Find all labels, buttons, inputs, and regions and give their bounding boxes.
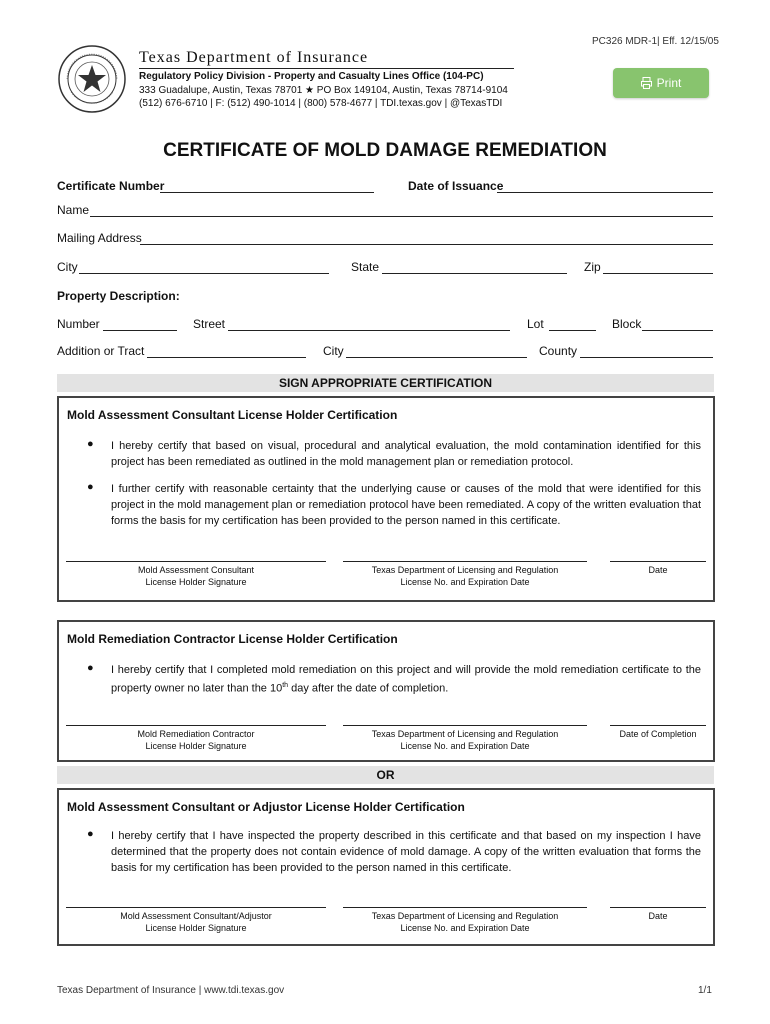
certification-text: I hereby certify that I have inspected the property described in this certificate and that based on my inspection I have determined that the property does not contain evidence of mold damage. A copy of the written evaluation that forms the basis for my certification has been provided to the person named in this certificate. xyxy=(111,830,701,874)
agency-divider xyxy=(139,68,514,69)
lot-field[interactable] xyxy=(549,330,596,331)
signature-line[interactable] xyxy=(66,907,326,908)
sign-certification-header: SIGN APPROPRIATE CERTIFICATION xyxy=(57,374,714,392)
signature-caption: Mold Assessment Consultant/Adjustor License Holder Signature xyxy=(120,911,272,933)
agency-division: Regulatory Policy Division - Property and Casualty Lines Office (104-PC) xyxy=(139,71,484,82)
certificate-number-field[interactable] xyxy=(160,192,374,193)
city2-label: City xyxy=(323,344,344,358)
name-label: Name xyxy=(57,203,90,217)
date-caption: Date of Completion xyxy=(619,729,697,739)
block-field[interactable] xyxy=(642,330,713,331)
street-field[interactable] xyxy=(228,330,510,331)
signature-caption: Mold Remediation Contractor License Holder Signature xyxy=(137,729,255,751)
printer-icon xyxy=(641,77,652,89)
agency-contact: (512) 676-6710 | F: (512) 490-1014 | (800) 578-4677 | TDI.texas.gov | @TexasTDI xyxy=(139,98,503,109)
section-title: Mold Remediation Contractor License Holder Certification xyxy=(67,632,398,646)
date-line[interactable] xyxy=(610,725,706,726)
block-label: Block xyxy=(612,317,642,331)
certification-box-remediation-contractor xyxy=(57,620,715,762)
bullet-icon: ● xyxy=(87,438,94,450)
date-caption: Date xyxy=(648,911,668,921)
mailing-address-label: Mailing Address xyxy=(57,231,142,245)
signature-line[interactable] xyxy=(66,561,326,562)
license-line[interactable] xyxy=(343,561,587,562)
county-field[interactable] xyxy=(580,357,713,358)
mailing-address-field[interactable] xyxy=(140,244,713,245)
license-caption: Texas Department of Licensing and Regulation License No. and Expiration Date xyxy=(371,911,559,933)
bullet-icon: ● xyxy=(87,828,94,840)
certification-text: I hereby certify that I completed mold remediation on this project and will provide the mold remediation certificate to the property owner no later than the 10th day after the date of completion. xyxy=(111,664,701,695)
city2-field[interactable] xyxy=(346,357,527,358)
addition-or-tract-label: Addition or Tract xyxy=(57,344,145,358)
zip-field[interactable] xyxy=(603,273,713,274)
license-caption: Texas Department of Licensing and Regulation License No. and Expiration Date xyxy=(371,565,559,587)
number-label: Number xyxy=(57,317,100,331)
bullet-icon: ● xyxy=(87,481,94,493)
date-line[interactable] xyxy=(610,907,706,908)
texas-seal-logo xyxy=(57,44,127,114)
state-field[interactable] xyxy=(382,273,567,274)
agency-address: 333 Guadalupe, Austin, Texas 78701 ★ PO Box 149104, Austin, Texas 78714-9104 xyxy=(139,85,508,96)
license-line[interactable] xyxy=(343,907,587,908)
section-title: Mold Assessment Consultant License Holder Certification xyxy=(67,408,398,422)
street-label: Street xyxy=(193,317,226,331)
page-title: CERTIFICATE OF MOLD DAMAGE REMEDIATION xyxy=(163,140,607,161)
city-label: City xyxy=(57,260,78,274)
or-divider: OR xyxy=(57,766,714,784)
print-button-label: Print xyxy=(656,76,682,90)
date-line[interactable] xyxy=(610,561,706,562)
agency-name: Texas Department of Insurance xyxy=(139,49,369,66)
bullet-icon: ● xyxy=(87,662,94,674)
signature-caption: Mold Assessment Consultant License Holder Signature xyxy=(137,565,255,587)
certification-text: I further certify with reasonable certainty that the underlying cause or causes of the mold that were identified for this project in the mold management plan or remediation protocol have been remediated. A copy of the written evaluation that forms the basis for my certification has been provided to the person named in this certificate. xyxy=(111,483,701,527)
certification-box-consultant-adjustor xyxy=(57,788,715,946)
number-field[interactable] xyxy=(103,330,177,331)
zip-label: Zip xyxy=(584,260,601,274)
certification-box-assessment-consultant xyxy=(57,396,715,602)
license-line[interactable] xyxy=(343,725,587,726)
date-caption: Date xyxy=(648,565,668,575)
county-label: County xyxy=(539,344,578,358)
property-description-label: Property Description: xyxy=(57,289,180,303)
signature-line[interactable] xyxy=(66,725,326,726)
footer-page-number: 1/1 xyxy=(698,985,712,996)
certification-text: I hereby certify that based on visual, procedural and analytical evaluation, the mold contamination identified for this project has been remediated as outlined in the mold management plan or remediation protocol. xyxy=(111,440,701,468)
form-id: PC326 MDR-1| Eff. 12/15/05 xyxy=(592,36,719,47)
lot-label: Lot xyxy=(527,317,544,331)
certificate-number-label: Certificate Number xyxy=(57,179,165,193)
license-caption: Texas Department of Licensing and Regulation License No. and Expiration Date xyxy=(371,729,559,751)
print-button[interactable] xyxy=(613,68,709,98)
addition-or-tract-field[interactable] xyxy=(147,357,306,358)
date-of-issuance-label: Date of Issuance xyxy=(408,179,504,193)
state-label: State xyxy=(351,260,380,274)
section-title: Mold Assessment Consultant or Adjustor License Holder Certification xyxy=(67,800,465,814)
city-field[interactable] xyxy=(79,273,329,274)
name-field[interactable] xyxy=(90,216,713,217)
date-of-issuance-field[interactable] xyxy=(497,192,713,193)
footer-agency: Texas Department of Insurance | www.tdi.texas.gov xyxy=(57,985,285,996)
